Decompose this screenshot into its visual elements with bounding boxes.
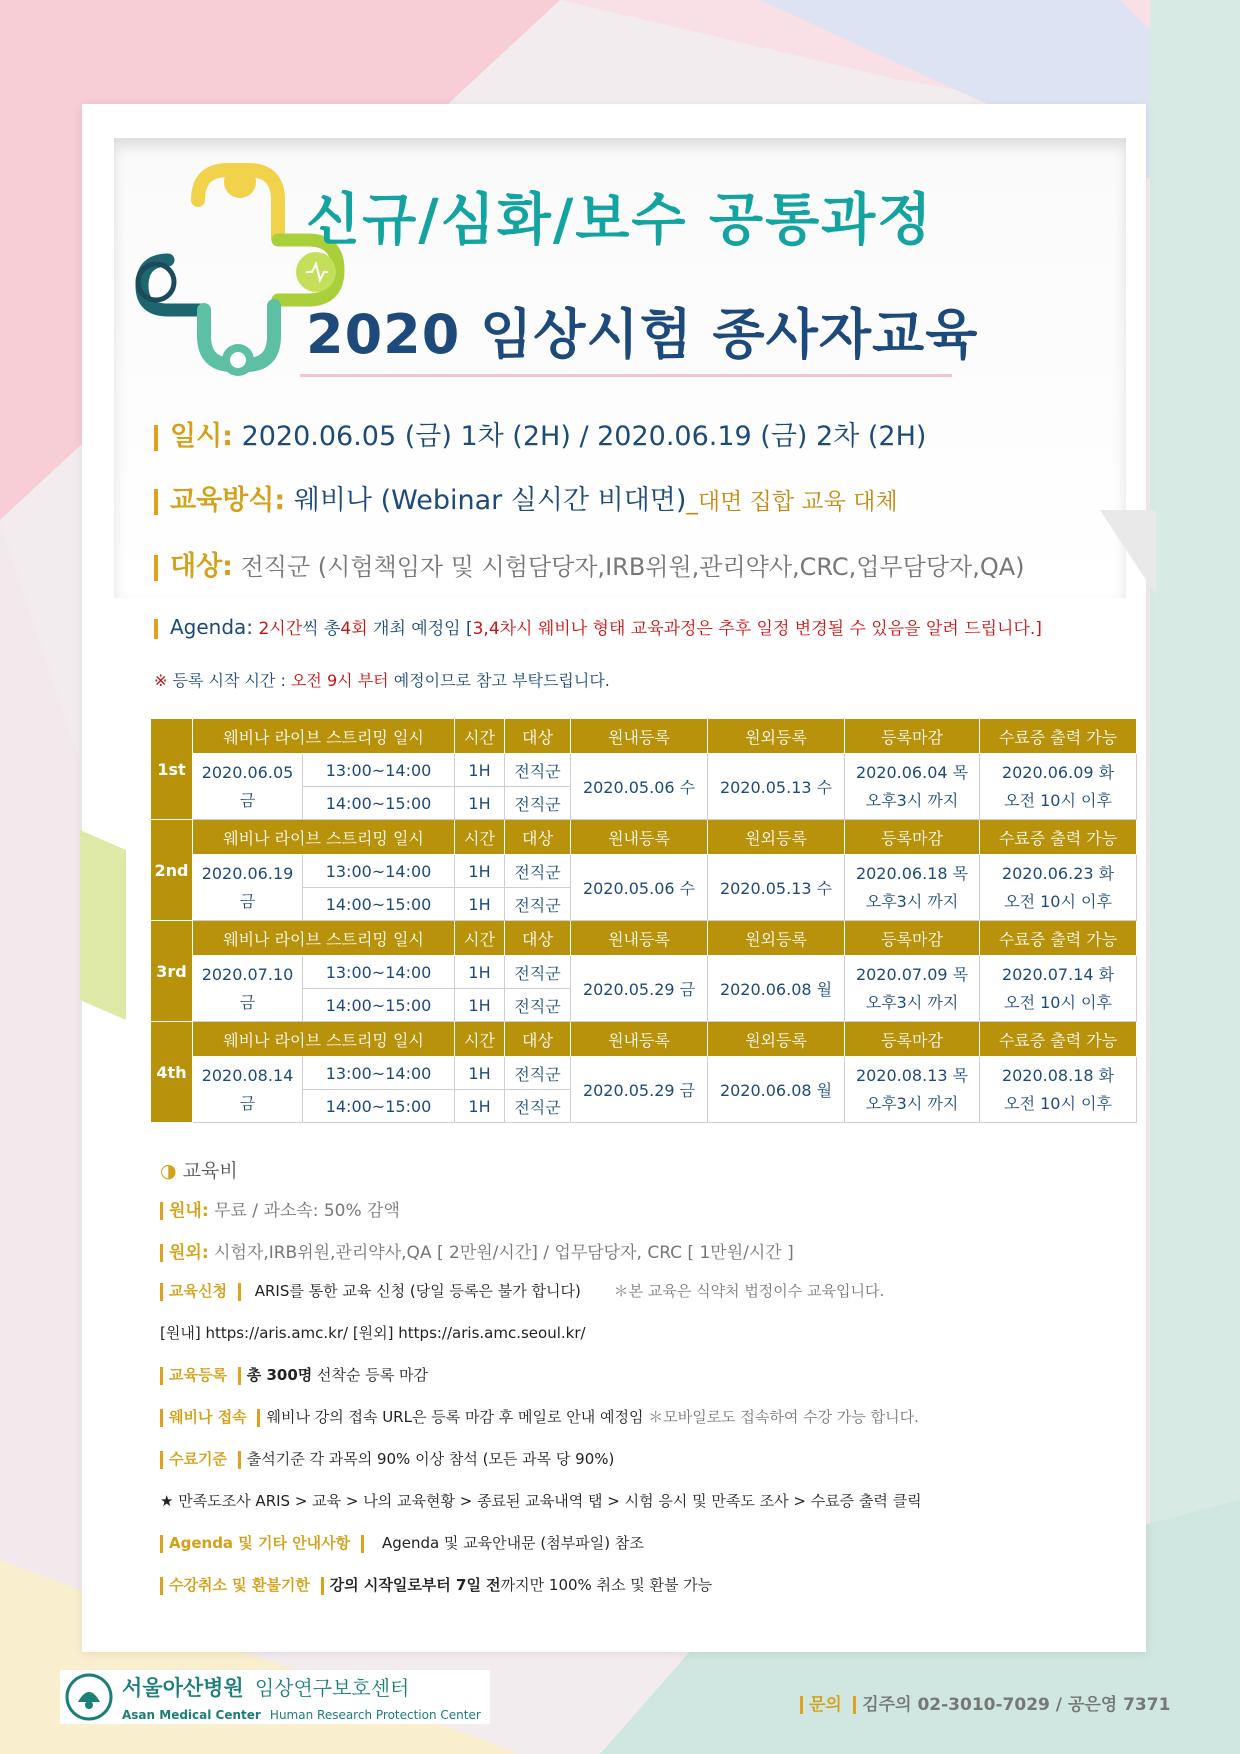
session-date-line2: 금 [239, 1093, 256, 1113]
agenda-bar [154, 619, 158, 639]
register-bar [160, 1367, 163, 1385]
complete-text: 출석기준 각 과목의 90% 이상 참석 (모든 과목 당 90%) [246, 1450, 615, 1468]
webinar-note: ＊모바일로도 접속하여 수강 가능 합니다. [648, 1408, 919, 1426]
column-header: 원내등록 [571, 1022, 708, 1057]
fee-internal-bar [160, 1202, 163, 1220]
column-header: 웨비나 라이브 스트리밍 일시 [193, 921, 455, 956]
hours: 1H [455, 989, 505, 1022]
certificate-available-line1: 2020.06.23 화 [1001, 863, 1115, 883]
date-label: 일시: [170, 421, 233, 452]
registration-deadline-line1: 2020.06.18 목 [855, 863, 969, 883]
session-date-line1: 2020.08.14 [201, 1065, 294, 1085]
column-header: 원외등록 [708, 921, 845, 956]
register-label: 교육등록 [169, 1366, 227, 1384]
column-header: 원내등록 [571, 921, 708, 956]
fold-decoration-left [80, 830, 140, 1020]
refund-row [160, 1574, 712, 1595]
survey-row: ★ 만족도조사 ARIS > 교육 > 나의 교육현황 > 종료된 교육내역 탭 > 시험 응시 및 만족도 조사 > 수료증 출력 클릭 [160, 1492, 922, 1510]
hospital-name-ko: 서울아산병원 [122, 1675, 244, 1700]
contact-bar2 [853, 1696, 856, 1714]
contact-bar [800, 1696, 803, 1714]
registration-deadline-line2: 오후3시 까지 [865, 1093, 959, 1113]
agenda-hours: 2시간 [258, 619, 303, 639]
target: 전직군 [505, 855, 571, 888]
schedule-header-row [151, 719, 1137, 754]
agenda-info-label: Agenda 및 기타 안내사항 [169, 1534, 351, 1552]
complete-bar2 [238, 1451, 241, 1469]
fold-decoration-right [1100, 510, 1160, 600]
apply-label: 교육신청 [169, 1282, 227, 1300]
reg-text1: 등록 시작 시간 : [167, 671, 291, 690]
registration-deadline-line2: 오후3시 까지 [865, 992, 959, 1012]
date-value: 2020.06.05 (금) 1차 (2H) / 2020.06.19 (금) 2차 (2H) [241, 421, 927, 452]
table-row [151, 956, 1137, 989]
column-header: 원외등록 [708, 820, 845, 855]
column-header: 등록마감 [845, 1022, 980, 1057]
title-line1: 신규/심화/보수 공통과정 [306, 188, 934, 253]
time-slot: 13:00~14:00 [303, 754, 455, 787]
certificate-available [980, 754, 1137, 820]
certificate-available-line2: 오전 10시 이후 [1004, 891, 1112, 911]
column-header: 원내등록 [571, 820, 708, 855]
column-header: 시간 [455, 719, 505, 754]
fee-external-label: 원외: [169, 1243, 209, 1263]
webinar-bar [160, 1409, 163, 1427]
register-text: 선착순 등록 마감 [312, 1366, 429, 1384]
table-row [151, 855, 1137, 888]
hours: 1H [455, 956, 505, 989]
date-row [154, 414, 926, 453]
registration-deadline-line2: 오후3시 까지 [865, 790, 959, 810]
column-header: 수료증 출력 가능 [980, 921, 1137, 956]
method-note: _대면 집합 교육 대체 [686, 489, 898, 515]
hours: 1H [455, 754, 505, 787]
time-slot: 14:00~15:00 [303, 888, 455, 921]
column-header: 대상 [505, 719, 571, 754]
session-date-line1: 2020.06.05 [201, 762, 294, 782]
title-line2: 2020 임상시험 종사자교육 [306, 303, 979, 366]
apply-text: ARIS를 통한 교육 신청 (당일 등록은 불가 합니다) [254, 1282, 581, 1300]
target: 전직군 [505, 787, 571, 820]
column-header: 등록마감 [845, 820, 980, 855]
external-registration: 2020.06.08 월 [708, 1057, 845, 1123]
agenda-count: 4회 [340, 619, 368, 639]
center-name-en: Human Research Protection Center [269, 1707, 481, 1722]
certificate-available-line1: 2020.08.18 화 [1001, 1065, 1115, 1085]
internal-registration: 2020.05.29 금 [571, 1057, 708, 1123]
agenda-info-text: Agenda 및 교육안내문 (첨부파일) 참조 [381, 1534, 644, 1552]
round-label: 4th [151, 1022, 193, 1123]
column-header: 대상 [505, 921, 571, 956]
agenda-label: Agenda: [170, 615, 254, 639]
time-slot: 13:00~14:00 [303, 855, 455, 888]
method-bar [154, 489, 158, 515]
target: 전직군 [505, 956, 571, 989]
complete-bar [160, 1451, 163, 1469]
session-date-line2: 금 [239, 891, 256, 911]
column-header: 등록마감 [845, 921, 980, 956]
column-header: 시간 [455, 820, 505, 855]
registration-deadline-line1: 2020.07.09 목 [855, 964, 969, 984]
agenda-info-bar2 [361, 1535, 364, 1553]
target: 전직군 [505, 1090, 571, 1123]
schedule-table [150, 718, 1137, 1123]
reg-time: 오전 9시 부터 [290, 671, 389, 690]
webinar-label: 웨비나 접속 [169, 1408, 247, 1426]
logo-text [122, 1672, 481, 1723]
refund-bold: 강의 시작일로부터 7일 전 [329, 1576, 501, 1594]
certificate-available [980, 1057, 1137, 1123]
time-slot: 14:00~15:00 [303, 787, 455, 820]
internal-registration: 2020.05.06 수 [571, 754, 708, 820]
register-row [160, 1364, 428, 1385]
session-date [193, 1057, 303, 1123]
fee-internal-value: 무료 / 과소속: 50% 감액 [208, 1201, 400, 1221]
agenda-note: 3,4차시 웨비나 형태 교육과정은 추후 일정 변경될 수 있음을 알려 드립니다.] [472, 619, 1042, 639]
registration-deadline-line1: 2020.08.13 목 [855, 1065, 969, 1085]
apply-note: ＊본 교육은 식약처 법정이수 교육입니다. [613, 1282, 885, 1300]
reg-text2: 예정이므로 참고 부탁드립니다. [388, 671, 610, 690]
amc-emblem-icon [64, 1672, 114, 1722]
agenda-mid1: 씩 총 [302, 619, 341, 639]
column-header: 웨비나 라이브 스트리밍 일시 [193, 1022, 455, 1057]
registration-deadline-line2: 오후3시 까지 [865, 891, 959, 911]
certificate-available-line1: 2020.06.09 화 [1001, 762, 1115, 782]
table-row [151, 1057, 1137, 1090]
hours: 1H [455, 1057, 505, 1090]
hours: 1H [455, 888, 505, 921]
certificate-available-line2: 오전 10시 이후 [1004, 790, 1112, 810]
reg-mark: ※ [154, 671, 168, 690]
certificate-available-line2: 오전 10시 이후 [1004, 992, 1112, 1012]
agenda-mid2: 개최 예정임 [ [367, 619, 473, 639]
external-registration: 2020.06.08 월 [708, 956, 845, 1022]
certificate-available-line1: 2020.07.14 화 [1001, 964, 1115, 984]
registration-deadline [845, 754, 980, 820]
hospital-name-en: Asan Medical Center [122, 1707, 261, 1722]
column-header: 원외등록 [708, 719, 845, 754]
agenda-info-bar [160, 1535, 163, 1553]
refund-label: 수강취소 및 환불기한 [169, 1576, 310, 1594]
column-header: 대상 [505, 1022, 571, 1057]
target-label: 대상: [170, 551, 233, 582]
hours: 1H [455, 1090, 505, 1123]
internal-registration: 2020.05.06 수 [571, 855, 708, 921]
register-bar2 [238, 1367, 241, 1385]
session-date-line2: 금 [239, 992, 256, 1012]
time-slot: 13:00~14:00 [303, 1057, 455, 1090]
refund-bar [160, 1577, 163, 1595]
webinar-text: 웨비나 강의 접속 URL은 등록 마감 후 메일로 안내 예정임 [266, 1408, 644, 1426]
fee-heading [160, 1156, 238, 1183]
fee-external-bar [160, 1244, 163, 1262]
round-label: 1st [151, 719, 193, 820]
target: 전직군 [505, 888, 571, 921]
date-bar [154, 425, 158, 451]
column-header: 수료증 출력 가능 [980, 820, 1137, 855]
apply-bar2 [238, 1283, 241, 1301]
certificate-available [980, 855, 1137, 921]
apply-bar [160, 1283, 163, 1301]
session-date-line1: 2020.07.10 [201, 964, 294, 984]
fee-internal [160, 1196, 400, 1221]
time-slot: 14:00~15:00 [303, 989, 455, 1022]
refund-bar2 [321, 1577, 324, 1595]
certificate-available [980, 956, 1137, 1022]
certificate-available-line2: 오전 10시 이후 [1004, 1093, 1112, 1113]
registration-deadline [845, 956, 980, 1022]
fee-external-value: 시험자,IRB위원,관리약사,QA [ 2만원/시간] / 업무담당자, CRC [ 1만원/시간 ] [208, 1243, 794, 1263]
registration-deadline [845, 1057, 980, 1123]
method-label: 교육방식: [170, 485, 286, 516]
column-header: 웨비나 라이브 스트리밍 일시 [193, 820, 455, 855]
external-registration: 2020.05.13 수 [708, 754, 845, 820]
aris-url-line[interactable]: [원내] https://aris.amc.kr/ [원외] https://aris.amc.seoul.kr/ [160, 1324, 586, 1342]
registration-deadline [845, 855, 980, 921]
internal-registration: 2020.05.29 금 [571, 956, 708, 1022]
column-header: 웨비나 라이브 스트리밍 일시 [193, 719, 455, 754]
half-circle-icon: ◑ [160, 1160, 177, 1182]
column-header: 시간 [455, 921, 505, 956]
title-underline [300, 374, 952, 377]
refund-text: 까지만 100% 취소 및 환불 가능 [500, 1576, 713, 1594]
contact-value: 김주의 02-3010-7029 / 공은영 7371 [862, 1695, 1171, 1715]
session-date [193, 855, 303, 921]
target-row [154, 544, 1025, 583]
fee-heading-text: 교육비 [182, 1160, 238, 1182]
session-date [193, 754, 303, 820]
center-name-ko: 임상연구보호센터 [254, 1675, 410, 1700]
column-header: 시간 [455, 1022, 505, 1057]
agenda-row [154, 614, 1042, 639]
method-row [154, 478, 898, 517]
target-bar [154, 555, 158, 581]
hours: 1H [455, 787, 505, 820]
external-registration: 2020.05.13 수 [708, 855, 845, 921]
register-bold: 총 300명 [246, 1366, 313, 1384]
schedule-header-row [151, 921, 1137, 956]
time-slot: 14:00~15:00 [303, 1090, 455, 1123]
session-date-line1: 2020.06.19 [201, 863, 294, 883]
registration-deadline-line1: 2020.06.04 목 [855, 762, 969, 782]
session-date-line2: 금 [239, 790, 256, 810]
schedule-header-row [151, 820, 1137, 855]
round-label: 2nd [151, 820, 193, 921]
contact-info [800, 1690, 1170, 1715]
schedule-header-row [151, 1022, 1137, 1057]
webinar-bar2 [257, 1409, 260, 1427]
target: 전직군 [505, 754, 571, 787]
column-header: 수료증 출력 가능 [980, 1022, 1137, 1057]
complete-row [160, 1448, 614, 1469]
target: 전직군 [505, 1057, 571, 1090]
hours: 1H [455, 855, 505, 888]
column-header: 원내등록 [571, 719, 708, 754]
hospital-logo [60, 1670, 490, 1724]
table-row [151, 754, 1137, 787]
complete-label: 수료기준 [169, 1450, 227, 1468]
registration-notice [154, 668, 610, 691]
target-value: 전직군 (시험책임자 및 시험담당자,IRB위원,관리약사,CRC,업무담당자,QA) [240, 553, 1025, 581]
target: 전직군 [505, 989, 571, 1022]
column-header: 대상 [505, 820, 571, 855]
method-value: 웨비나 (Webinar 실시간 비대면) [293, 485, 687, 516]
apply-row [160, 1280, 884, 1301]
time-slot: 13:00~14:00 [303, 956, 455, 989]
column-header: 수료증 출력 가능 [980, 719, 1137, 754]
session-date [193, 956, 303, 1022]
column-header: 원외등록 [708, 1022, 845, 1057]
round-label: 3rd [151, 921, 193, 1022]
contact-label: 문의 [809, 1695, 842, 1715]
fee-external [160, 1238, 794, 1263]
fee-internal-label: 원내: [169, 1201, 209, 1221]
webinar-row [160, 1406, 919, 1427]
column-header: 등록마감 [845, 719, 980, 754]
agenda-info-row [160, 1532, 644, 1553]
